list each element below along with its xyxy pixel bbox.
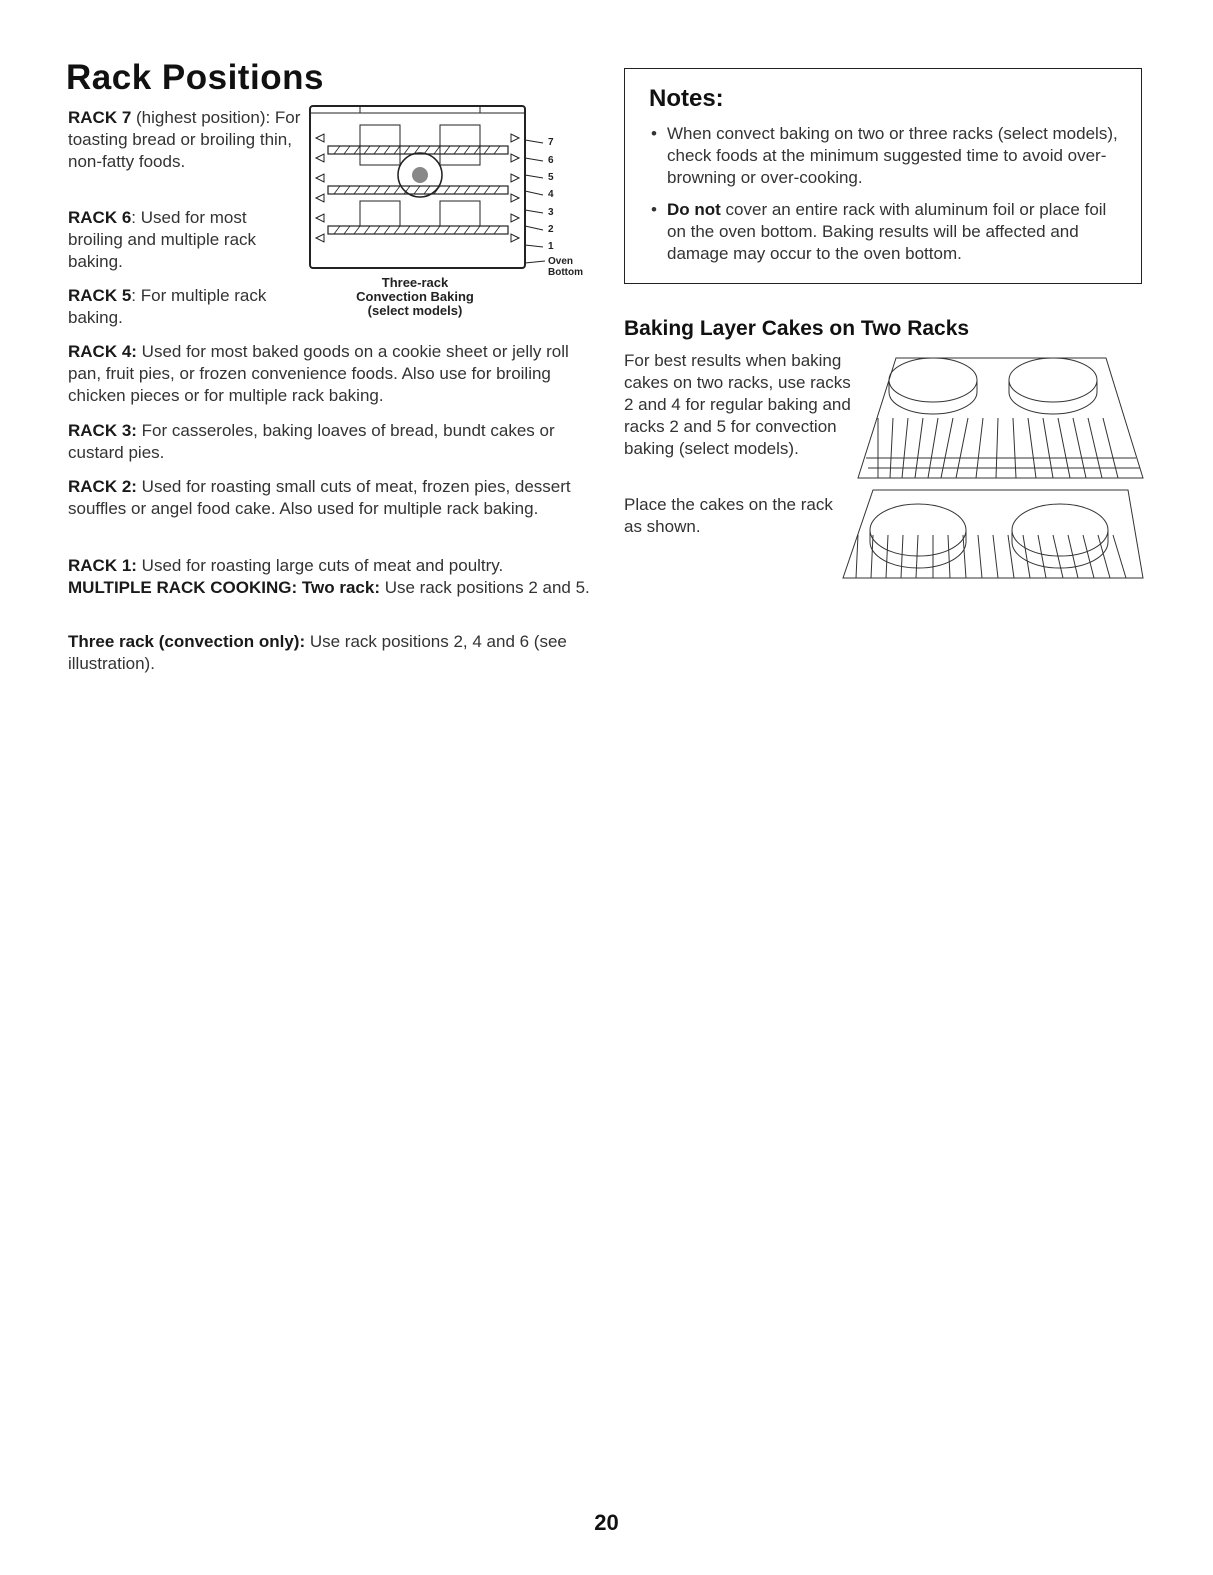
- note-item-1: [649, 123, 1121, 189]
- note-2-text: cover an entire rack with aluminum foil or place foil on the oven bottom. Baking results will be affected and damage may occur to the oven bottom.: [667, 200, 1107, 263]
- layer-cakes-paragraph-2: Place the cakes on the rack as shown.: [624, 495, 833, 536]
- rack-7-text: (highest position): For toasting bread or broiling thin, non-fatty foods.: [68, 108, 301, 171]
- layer-cakes-paragraph-1: For best results when baking cakes on two racks, use racks 2 and 4 for regular baking and racks 2 and 5 for convection baking (select models).: [624, 351, 851, 458]
- multiple-rack-text: Use rack positions 2 and 5.: [380, 578, 590, 597]
- rack-number-7: 7: [548, 137, 554, 148]
- rack-number-4: 4: [548, 189, 554, 200]
- rack-7-description: [68, 107, 303, 173]
- notes-box: [624, 68, 1142, 284]
- three-rack-label: Three rack (convection only):: [68, 632, 306, 651]
- bottom-label: Bottom: [548, 267, 583, 278]
- rack-6-text: : Used for most broiling and multiple rack baking.: [68, 208, 257, 271]
- caption-line-1: Three-rack: [381, 275, 449, 290]
- notes-title: Notes:: [649, 85, 724, 112]
- rack-4-text: Used for most baked goods on a cookie sheet or jelly roll pan, fruit pies, or frozen convenience foods. Also use for broiling chicken pieces or for multiple rack baking.: [68, 342, 569, 405]
- oven-label: Oven: [548, 256, 574, 267]
- cake-racks-diagram: [838, 350, 1153, 580]
- rack-4-label: RACK 4:: [68, 342, 137, 361]
- rack-number-5: 5: [548, 172, 554, 183]
- layer-cakes-title: Baking Layer Cakes on Two Racks: [624, 317, 970, 340]
- rack-number-2: 2: [548, 224, 554, 235]
- rack-2-text: Used for roasting small cuts of meat, frozen pies, dessert souffles or angel food cake. Also used for multiple rack baking.: [68, 477, 571, 518]
- note-item-2: [649, 199, 1121, 265]
- rack-6-label: RACK 6: [68, 208, 132, 227]
- bullet-icon: •: [651, 200, 657, 219]
- rack-7-label: RACK 7: [68, 108, 132, 127]
- rack-number-1: 1: [548, 241, 554, 252]
- rack-5-description: [68, 285, 308, 329]
- rack-number-6: 6: [548, 155, 554, 166]
- rack-5-label: RACK 5: [68, 286, 132, 305]
- rack-number-3: 3: [548, 207, 554, 218]
- caption-line-3: (select models): [367, 303, 463, 318]
- rack-3-label: RACK 3:: [68, 421, 137, 440]
- rack-2-description: [68, 476, 598, 520]
- caption-line-2: Convection Baking: [356, 289, 474, 304]
- page-title: Rack Positions: [66, 58, 324, 97]
- bullet-icon: •: [651, 124, 657, 143]
- note-1-text: When convect baking on two or three racks (select models), check foods at the minimum suggested time to avoid over-browning or over-cooking.: [667, 124, 1118, 187]
- rack-3-description: [68, 420, 598, 464]
- rack-6-description: [68, 207, 293, 273]
- rack-3-text: For casseroles, baking loaves of bread, bundt cakes or custard pies.: [68, 421, 555, 462]
- rack-5-text: : For multiple rack baking.: [68, 286, 267, 327]
- multiple-rack-label: MULTIPLE RACK COOKING: Two rack:: [68, 578, 380, 597]
- rack-1-label: RACK 1:: [68, 556, 137, 575]
- three-rack-description: [68, 631, 598, 675]
- page-number: 20: [594, 1510, 619, 1535]
- rack-4-description: [68, 341, 598, 407]
- rack-1-description: [68, 555, 598, 599]
- note-2-bold: Do not: [667, 200, 721, 219]
- three-rack-text: Use rack positions 2, 4 and 6 (see illustration).: [68, 632, 567, 673]
- rack-2-label: RACK 2:: [68, 477, 137, 496]
- figure-caption: [325, 276, 505, 318]
- rack-1-text: Used for roasting large cuts of meat and poultry.: [136, 556, 504, 575]
